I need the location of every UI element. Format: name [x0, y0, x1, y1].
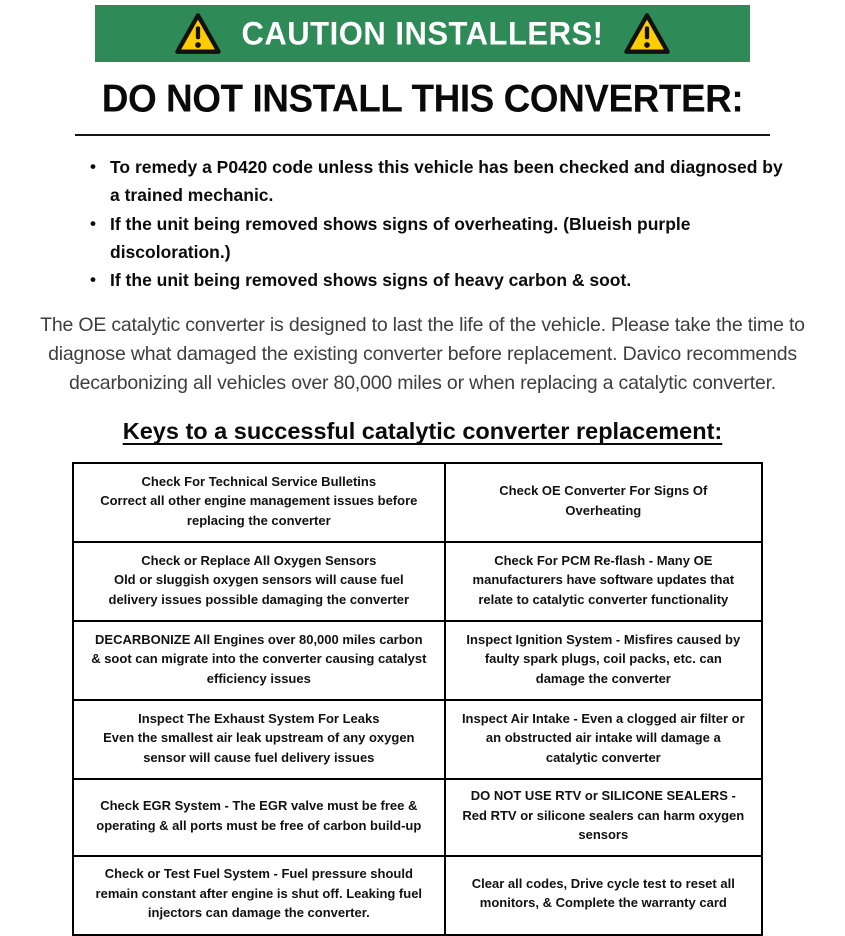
table-cell: Inspect The Exhaust System For Leaks Even the smallest air leak upstream of any oxygen sensor will cause fuel delivery issues	[73, 700, 445, 779]
table-row	[73, 856, 762, 935]
keys-heading: Keys to a successful catalytic converter replacement:	[122, 418, 723, 445]
table-row	[73, 621, 762, 700]
table-cell: Check or Replace All Oxygen Sensors Old or sluggish oxygen sensors will cause fuel delivery issues possible damaging the converter	[73, 542, 445, 621]
oe-paragraph: The OE catalytic converter is designed to last the life of the vehicle. Please take the time to diagnose what damaged the existing converter before replacement. Davico recommends decarbonizing all vehicles over 80,000 miles or when replacing a catalytic converter.	[40, 313, 805, 395]
caution-flyer	[0, 5, 845, 924]
table-cell: Check For Technical Service Bulletins Correct all other engine management issues before replacing the converter	[73, 463, 445, 542]
table-row	[73, 779, 762, 856]
table-row	[73, 463, 762, 542]
warning-list-item: • To remedy a P0420 code unless this vehicle has been checked and diagnosed by a trained mechanic.	[88, 153, 785, 210]
table-cell: Check or Test Fuel System - Fuel pressure should remain constant after engine is shut off. Leaking fuel injectors can damage the converter.	[73, 856, 445, 935]
table-cell: Check For PCM Re-flash - Many OE manufacturers have software updates that relate to catalytic converter functionality	[445, 542, 762, 621]
keys-table	[72, 462, 763, 936]
keys-table-body	[73, 463, 762, 935]
table-cell: Clear all codes, Drive cycle test to reset all monitors, & Complete the warranty card	[445, 856, 762, 935]
table-cell: Inspect Ignition System - Misfires caused by faulty spark plugs, coil packs, etc. can damage the converter	[445, 621, 762, 700]
main-heading: DO NOT INSTALL THIS CONVERTER:	[101, 76, 744, 120]
table-cell: DO NOT USE RTV or SILICONE SEALERS - Red RTV or silicone sealers can harm oxygen sensors	[445, 779, 762, 856]
banner-title: CAUTION INSTALLERS!	[241, 14, 604, 52]
warning-triangle-icon	[623, 12, 671, 56]
table-cell: Check EGR System - The EGR valve must be free & operating & all ports must be free of carbon build-up	[73, 779, 445, 856]
table-row	[73, 700, 762, 779]
warning-list	[88, 153, 785, 295]
table-cell: Check OE Converter For Signs Of Overheating	[445, 463, 762, 542]
divider-line	[75, 134, 770, 136]
table-row	[73, 542, 762, 621]
caution-banner	[95, 5, 750, 62]
warning-triangle-icon	[174, 12, 222, 56]
table-cell: Inspect Air Intake - Even a clogged air filter or an obstructed air intake will damage a catalytic converter	[445, 700, 762, 779]
warning-list-item: • If the unit being removed shows signs of overheating. (Blueish purple discoloration.)	[88, 210, 785, 267]
warning-list-item: • If the unit being removed shows signs of heavy carbon & soot.	[88, 266, 785, 294]
table-cell: DECARBONIZE All Engines over 80,000 miles carbon & soot can migrate into the converter causing catalyst efficiency issues	[73, 621, 445, 700]
